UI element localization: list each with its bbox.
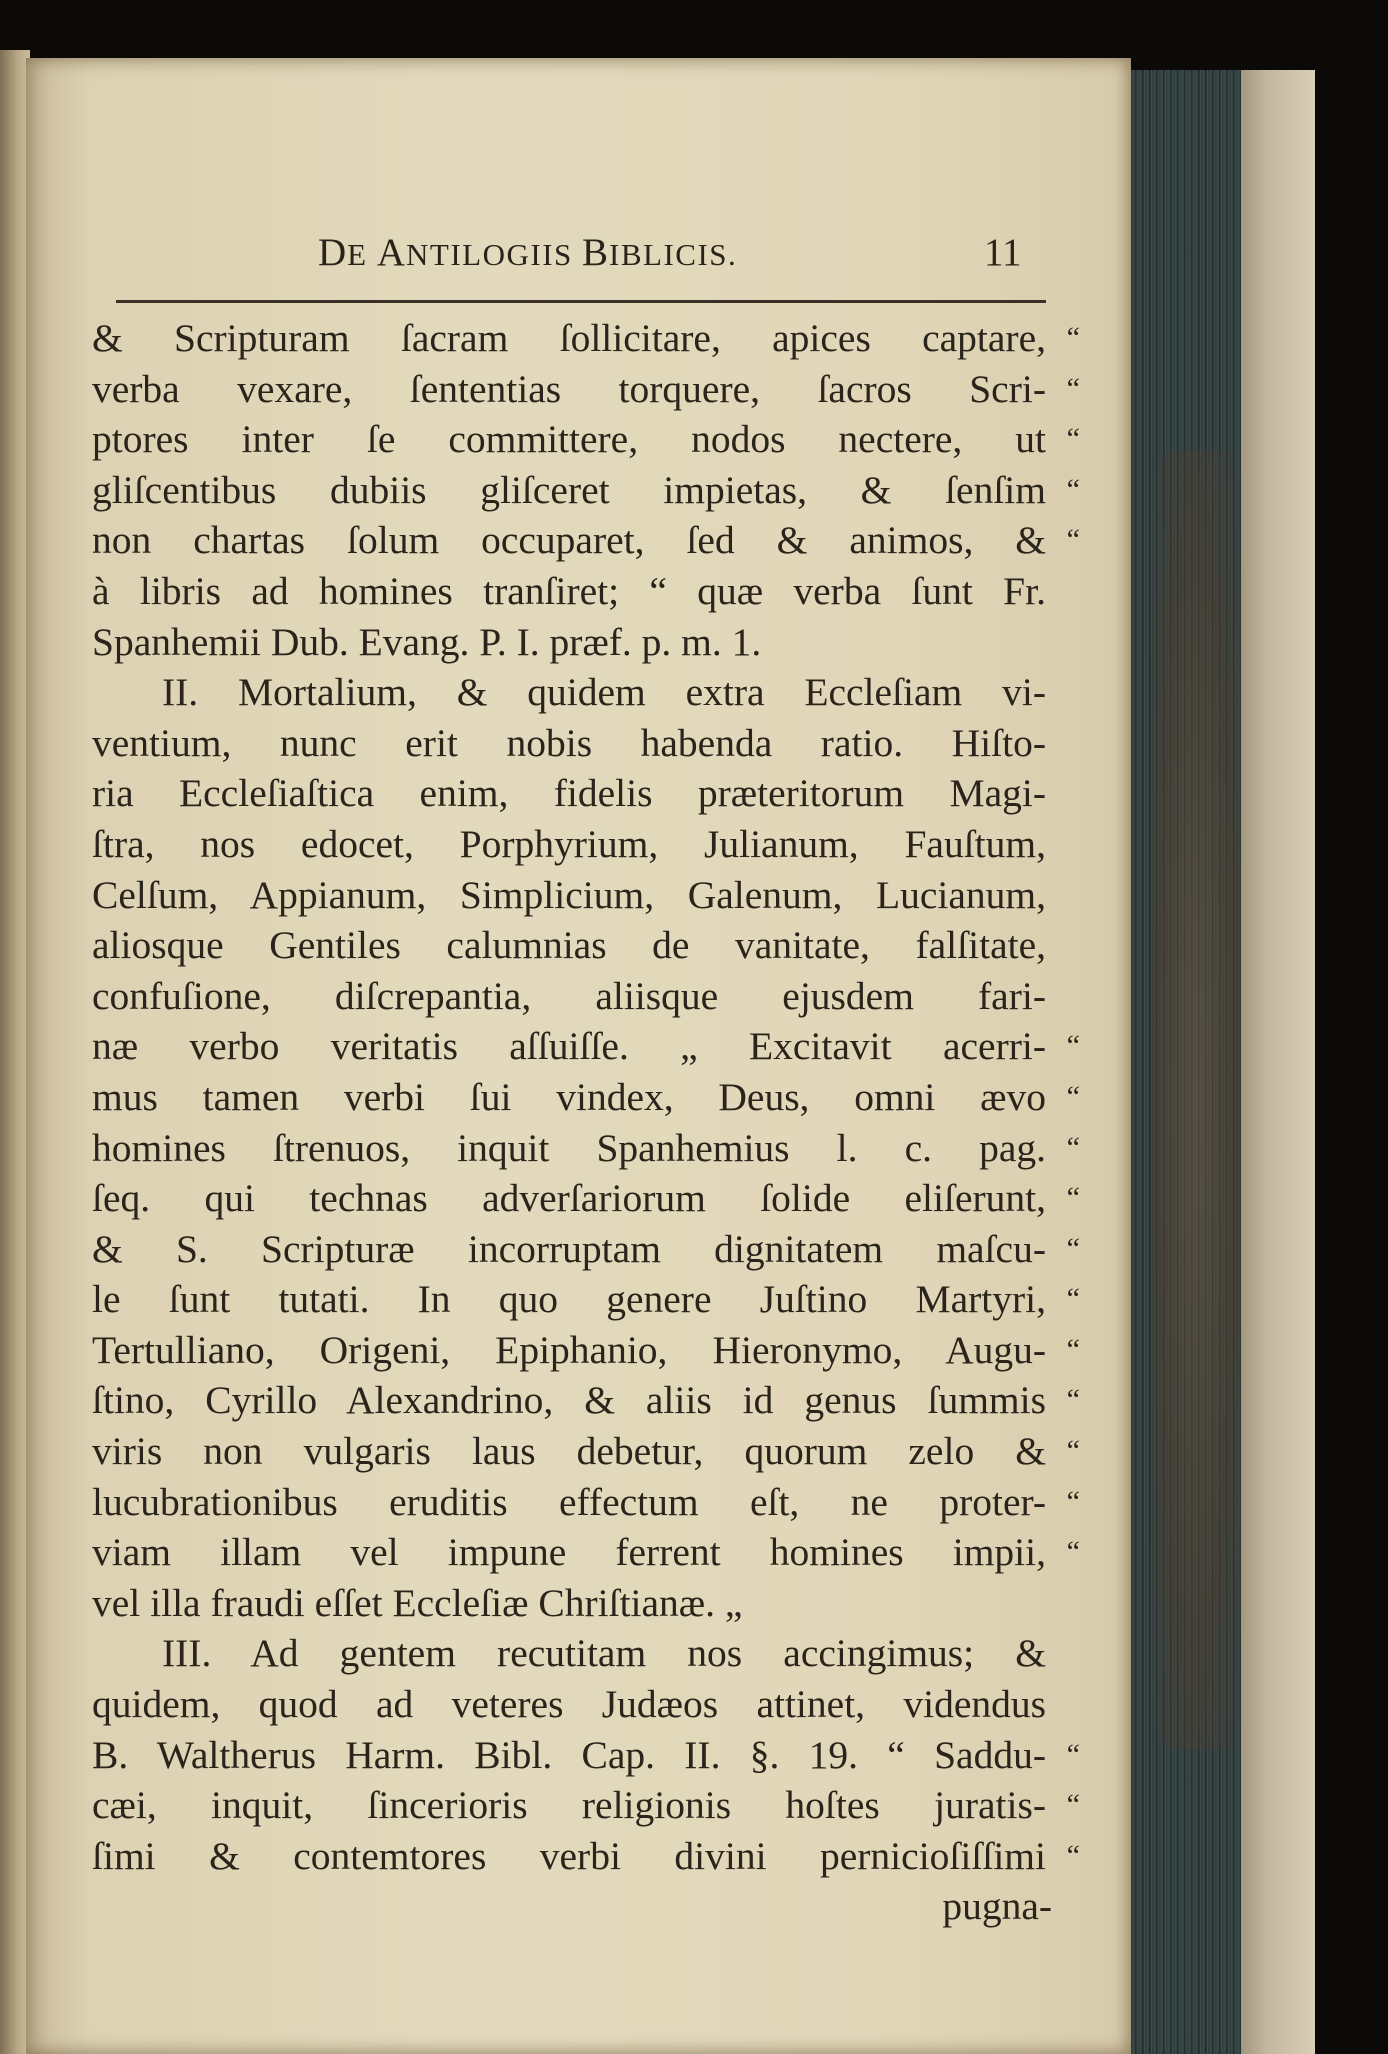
- margin-quote-mark: “: [1066, 371, 1080, 405]
- book-cover-edge: [1235, 70, 1315, 2054]
- text-line-body: viam illam vel impune ferrent homines impii,: [92, 1530, 1046, 1575]
- text-line-body: gliſcentibus dubiis gliſceret impietas, & ſenſim: [92, 467, 1046, 512]
- body-text: [92, 313, 1080, 1932]
- margin-quote-mark: “: [1066, 1788, 1080, 1822]
- text-line-body: le ſunt tutati. In quo genere Juſtino Martyri,: [92, 1277, 1046, 1322]
- running-head-smallcaps: NTILOGIIS: [406, 237, 583, 272]
- running-head-initial: A: [376, 231, 407, 274]
- margin-quote-mark: “: [1066, 1434, 1080, 1468]
- text-line: [92, 920, 1072, 971]
- text-line: [92, 313, 1080, 364]
- margin-quote-mark: “: [1066, 321, 1080, 354]
- text-line-body: homines ſtrenuos, inquit Spanhemius l. c. pag.: [92, 1125, 1046, 1170]
- text-line-body: ſeq. qui technas adverſariorum ſolide eliſerunt,: [92, 1176, 1046, 1221]
- margin-quote-mark: “: [1066, 1079, 1080, 1113]
- running-head-smallcaps: E: [347, 237, 377, 272]
- margin-quote-mark: “: [1066, 1130, 1080, 1164]
- margin-quote-mark: “: [1066, 1737, 1080, 1771]
- background-shadow: [1315, 0, 1388, 2054]
- margin-quote-mark: “: [1066, 1484, 1080, 1518]
- running-head-title: [318, 230, 737, 275]
- text-line-body: ſtra, nos edocet, Porphyrium, Julianum, Fauſtum,: [92, 821, 1046, 866]
- margin-quote-mark: “: [1066, 1332, 1080, 1366]
- text-line-body: Spanhemii Dub. Evang. P. I. præf. p. m. 1.: [92, 619, 762, 664]
- text-line: [92, 971, 1072, 1022]
- margin-quote-mark: “: [1066, 1029, 1080, 1063]
- text-line: [92, 1375, 1080, 1426]
- text-line: [92, 566, 1072, 617]
- text-line: [92, 1578, 1072, 1629]
- text-line: [92, 1426, 1080, 1477]
- running-head-smallcaps: IBLICIS.: [609, 237, 738, 272]
- text-line-body: lucubrationibus eruditis effectum eſt, ne proter-: [92, 1479, 1046, 1524]
- text-line: [92, 364, 1080, 415]
- text-line-body: ventium, nunc erit nobis habenda ratio. Hiſto-: [92, 720, 1046, 765]
- text-line-body: mus tamen verbi ſui vindex, Deus, omni ævo: [92, 1074, 1046, 1119]
- text-line: [92, 1831, 1080, 1882]
- text-line-body: ria Eccleſiaſtica enim, fidelis præteritorum Magi-: [92, 771, 1046, 816]
- text-line-body: ſimi & contemtores verbi divini pernicioſiſſimi: [92, 1833, 1046, 1878]
- text-line-body: III. Ad gentem recutitam nos accingimus; &: [162, 1631, 1046, 1676]
- text-line: [92, 1881, 1072, 1932]
- margin-quote-mark: “: [1066, 1282, 1080, 1316]
- head-rule: [116, 300, 1046, 303]
- text-line-body: vel illa fraudi eſſet Eccleſiæ Chriſtianæ. „: [92, 1580, 743, 1625]
- running-head: [26, 230, 1131, 280]
- text-line-body: à libris ad homines tranſiret; “ quæ verba ſunt Fr.: [92, 568, 1046, 613]
- text-line-body: non chartas ſolum occuparet, ſed & animos, &: [92, 518, 1046, 563]
- text-line-body: verba vexare, ſententias torquere, ſacros Scri-: [92, 366, 1046, 411]
- text-line: [92, 1628, 1072, 1679]
- text-line: [92, 667, 1072, 718]
- book-page-block-edge: [1131, 70, 1241, 2054]
- text-line: [92, 718, 1072, 769]
- text-line-body: II. Mortalium, & quidem extra Eccleſiam vi-: [162, 670, 1046, 715]
- margin-quote-mark: “: [1066, 1181, 1080, 1215]
- margin-quote-mark: “: [1066, 422, 1080, 456]
- text-line: [92, 1730, 1080, 1781]
- text-line-body: pugna-: [942, 1884, 1052, 1929]
- running-head-initial: D: [318, 231, 348, 274]
- text-line-body: aliosque Gentiles calumnias de vanitate, falſitate,: [92, 923, 1046, 968]
- text-line-body: B. Waltherus Harm. Bibl. Cap. II. §. 19. “ Saddu-: [92, 1732, 1046, 1777]
- text-line: [92, 1325, 1080, 1376]
- book-page: [26, 58, 1131, 2054]
- text-line: [92, 1780, 1080, 1831]
- text-line: [92, 414, 1080, 465]
- text-line: [92, 768, 1072, 819]
- text-line: [92, 819, 1072, 870]
- text-line-body: & Scripturam ſacram ſollicitare, apices captare,: [92, 316, 1046, 360]
- margin-quote-mark: “: [1066, 472, 1080, 506]
- text-line: [92, 1123, 1080, 1174]
- margin-quote-mark: “: [1066, 523, 1080, 557]
- text-line-body: quidem, quod ad veteres Judæos attinet, videndus: [92, 1682, 1046, 1727]
- text-line-body: confuſione, diſcrepantia, aliisque ejusdem fari-: [92, 973, 1046, 1018]
- text-line: [92, 870, 1072, 921]
- text-line-body: ſtino, Cyrillo Alexandrino, & aliis id genus ſummis: [92, 1378, 1046, 1423]
- text-line-body: cæi, inquit, ſincerioris religionis hoſtes juratis-: [92, 1783, 1046, 1828]
- text-line-body: & S. Scripturæ incorruptam dignitatem maſcu-: [92, 1226, 1046, 1271]
- text-line-body: næ verbo veritatis aſſuiſſe. „ Excitavit acerri-: [92, 1024, 1046, 1069]
- text-line: [92, 1679, 1072, 1730]
- margin-quote-mark: “: [1066, 1838, 1080, 1872]
- page-number: 11: [984, 231, 1022, 274]
- text-line: [92, 465, 1080, 516]
- text-line-body: viris non vulgaris laus debetur, quorum zelo &: [92, 1429, 1046, 1474]
- text-line-body: ptores inter ſe committere, nodos nectere, ut: [92, 417, 1046, 462]
- text-line: [92, 1072, 1080, 1123]
- text-line: [92, 1477, 1080, 1528]
- margin-quote-mark: “: [1066, 1231, 1080, 1265]
- running-head-initial: B: [582, 231, 610, 274]
- margin-quote-mark: “: [1066, 1383, 1080, 1417]
- text-line: [92, 617, 1072, 668]
- margin-quote-mark: “: [1066, 1535, 1080, 1569]
- text-line: [92, 1021, 1080, 1072]
- text-line: [92, 515, 1080, 566]
- text-line-body: Tertulliano, Origeni, Epiphanio, Hieronymo, Augu-: [92, 1327, 1046, 1372]
- text-line: [92, 1274, 1080, 1325]
- text-line: [92, 1224, 1080, 1275]
- text-line: [92, 1173, 1080, 1224]
- text-line: [92, 1527, 1080, 1578]
- text-line-body: Celſum, Appianum, Simplicium, Galenum, Lucianum,: [92, 872, 1046, 917]
